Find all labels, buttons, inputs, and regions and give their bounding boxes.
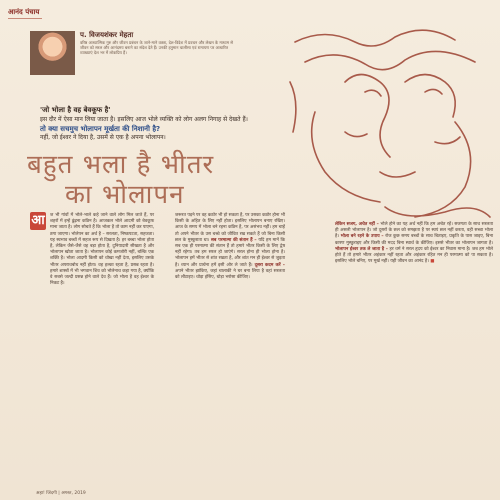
col2-subhead-2: दूसरा कदम करें –: [254, 262, 285, 268]
page-footer: अहा! जिंदगी | अगस्त, 2019: [36, 491, 86, 496]
pull-quote: [40, 106, 325, 141]
author-bio: वरिष्ठ आध्यात्मिक गुरु और जीवन प्रबंधन के जाने-माने वक्ता, देश-विदेश में प्रवचन और लेखन के माध्यम से जीवन को सरल और आनंदमय बनाने का संदेश देते हैं। उनकी हनुमान चालीसा एवं रामायण पर आधारित व्याख्याएं देश भर में लोकप्रिय हैं।: [80, 40, 233, 56]
drop-cap: आ: [31, 213, 45, 228]
col3-subhead-1: लेकिन सजग, अचेत नहीं –: [335, 222, 379, 227]
col2-intro: जरूरत पड़ने पर वह कठोर भी हो सकता है, पर उसका कठोर होना भी किसी के अहित के लिए नहीं होता। इसलिए भोलापन बनाए रखिए। आज के समय में भोला बने रहना कठिन है, पर असंभव नहीं। हम चाहें तो अपने भीतर के उस बच्चे को जीवित रख सकते हैं जो बिना किसी छल के मुस्कुराता था।: [175, 213, 286, 243]
article-headline: [27, 150, 277, 210]
col2-subhead: सब परमात्मा की संतान हैं –: [210, 237, 259, 243]
pull-quote-line-1: 'जो भोला है वह बेवकूफ है': [40, 106, 111, 114]
headline-line-2: का भोलापन: [65, 180, 185, 210]
body-column-1: ज भी गांवों में भोले-भाले कहे जाने वाले लोग मिल जाते हैं, पर शहरों में इन्हें ढूंढ़ना कठिन है। आजकल भोले आदमी को बेवकूफ माना जाता है। लोग सोचते हैं कि भोला है तो काम नहीं कर पाएगा, ठगा जाएगा। भोलेपन का अर्थ है – सरलता, निष्कपटता, सहजता। यह स्वभाव बच्चों में सहज रूप से दिखता है। हर बच्चा भोला होता है, लेकिन जैसे-जैसे वह बड़ा होता है, दुनियादारी सीखता है और भोलापन खोता जाता है। भोलापन कोई कमजोरी नहीं, बल्कि एक शक्ति है। भोला आदमी किसी को धोखा नहीं देता, इसलिए उसके भीतर अपराधबोध नहीं होता। वह हल्का रहता है, प्रसन्न रहता है। हमारे शास्त्रों में भी भगवान शिव को भोलेनाथ कहा गया है, क्योंकि वे सबसे जल्दी प्रसन्न होने वाले देव हैं। जो भोला है वह ईश्वर के निकट है।: [50, 213, 154, 287]
col3-body-2: रोज कुछ समय बच्चों के साथ बिताइए, प्रकृति के पास जाइए, बिना कारण मुस्कुराइए और किसी की मदद बिना स्वार्थ के कीजिए। इससे भीतर का भोलापन जागता है।: [335, 234, 494, 246]
body-column-2: [175, 213, 285, 281]
col3-subhead-2: भोला बने रहने के उपाय –: [340, 234, 384, 240]
col3-body-1: भोले होने का यह अर्थ नहीं कि हम अचेत रहें। सजगता के साथ सरलता ही असली भोलापन है। जो दूसरों के छल को समझता है पर स्वयं छल नहीं करता, वही सच्चा भोला है।: [335, 222, 493, 240]
headline-line-1: बहुत भला है भीतर: [27, 150, 215, 180]
col2-body-2: अपने भीतर झांकिए, जहां चालाकी ने घर बना लिया है वहां सरलता को लौटाइए। थोड़ा हंसिए, थोड़ा भरोसा कीजिए।: [175, 268, 285, 281]
end-mark-icon: ■: [430, 259, 435, 265]
col2-body: यदि हम मानें कि सब एक ही परमात्मा की संतान हैं तो हमारे भीतर किसी के लिए द्वेष नहीं रहेगा। तब हम सरल हो जाएंगे। सरल होना ही भोला होना है। भोलापन हमें भीतर से शांत रखता है, और शांत मन ही ईश्वर से जुड़ता है। ध्यान और प्रार्थना हमें इसी ओर ले जाते हैं।: [175, 237, 286, 268]
pull-quote-answer: नहीं, जो ईश्वर ने दिया है, उसमें से एक है अपना भोलापन।: [40, 133, 166, 141]
col3-body-3: हर धर्म ने सरल हृदय को ईश्वर का निवास माना है। जब हम भोले होते हैं तो हमारे भीतर अहंकार नहीं रहता और अहंकार रहित मन ही परमात्मा को पा सकता है। इसलिए भोले बनिए, पर मूर्ख नहीं। यही जीवन का आनंद है।: [335, 246, 493, 265]
pull-quote-question: तो क्या सचमुच भोलापन मूर्खता की निशानी है?: [40, 124, 161, 133]
body-column-3: [335, 222, 493, 265]
author-photo: [30, 31, 75, 75]
author-name: प. विजयशंकर मेहता: [80, 31, 134, 39]
column-tag: आनंद पंचाय: [8, 8, 42, 19]
pull-quote-line-2: इस दौर में ऐसा मान लिया जाता है। इसलिए आज भोले व्यक्ति को लोग अलग निगाह से देखते हैं।: [40, 116, 248, 123]
col3-subhead-3: भोलापन ईश्वर तक ले जाता है –: [335, 246, 388, 252]
